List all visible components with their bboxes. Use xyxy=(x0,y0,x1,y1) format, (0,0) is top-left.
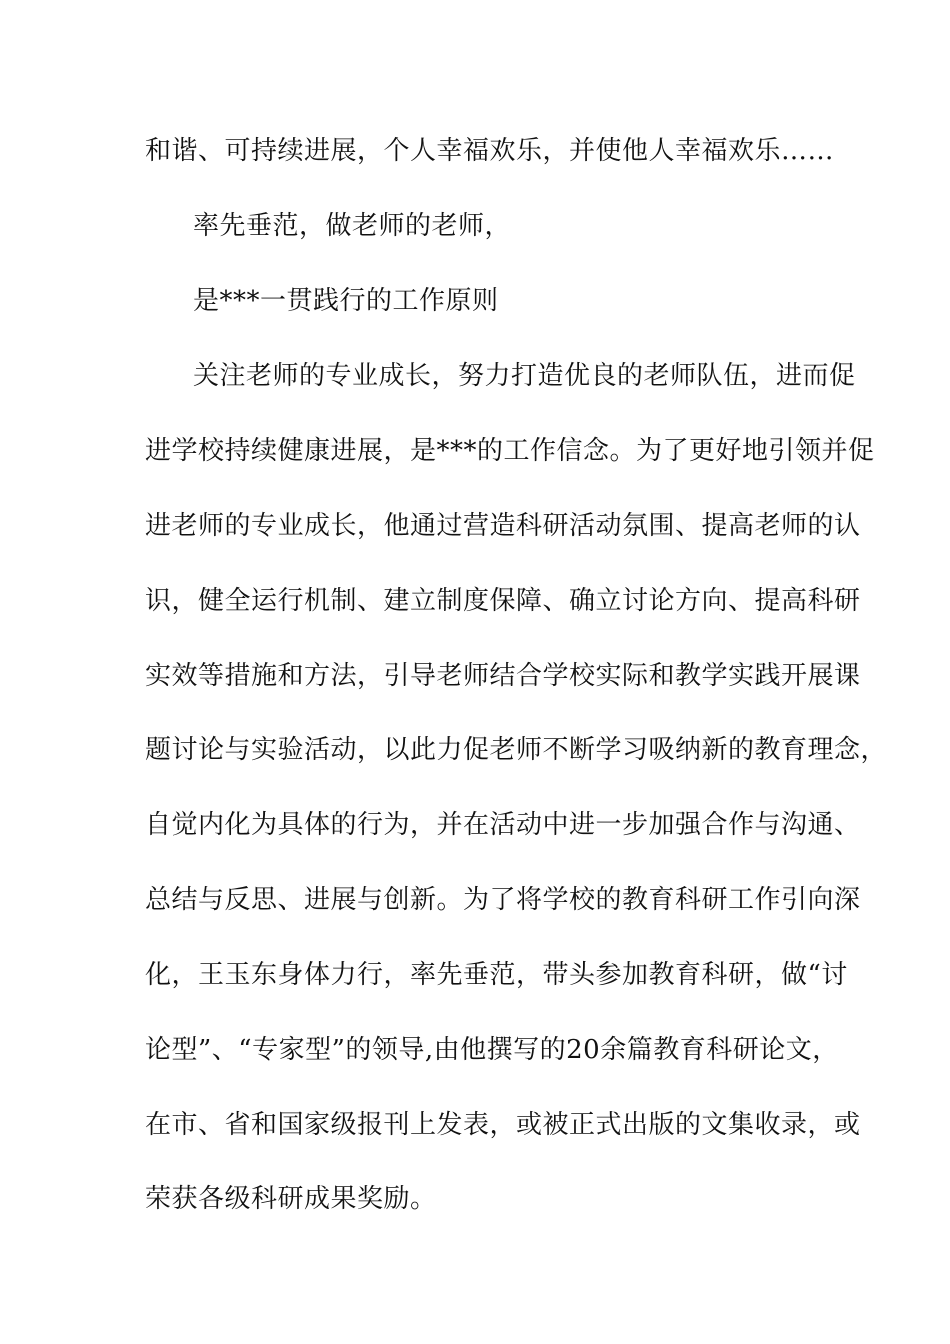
paragraph-line: 进学校持续健康进展，是***的工作信念。为了更好地引领并促 xyxy=(145,436,875,466)
paragraph-line: 题讨论与实验活动，以此力促老师不断学习吸纳新的教育理念， xyxy=(145,735,888,765)
heading-line: 是***一贯践行的工作原则 xyxy=(193,286,499,316)
paragraph-line: 和谐、可持续进展，个人幸福欢乐，并使他人幸福欢乐…… xyxy=(145,136,835,166)
paragraph-line: 自觉内化为具体的行为，并在活动中进一步加强合作与沟通、 xyxy=(145,810,861,840)
paragraph-line: 在市、省和国家级报刊上发表，或被正式出版的文集收录，或 xyxy=(145,1110,861,1140)
paragraph-line: 关注老师的专业成长，努力打造优良的老师队伍，进而促 xyxy=(193,361,856,391)
paragraph-line: 化，王玉东身体力行，率先垂范，带头参加教育科研，做“讨 xyxy=(145,960,848,990)
paragraph-line: 实效等措施和方法，引导老师结合学校实际和教学实践开展课 xyxy=(145,661,861,691)
paragraph-line: 进老师的专业成长，他通过营造科研活动氛围、提高老师的认 xyxy=(145,511,861,541)
paragraph-line: 荣获各级科研成果奖励。 xyxy=(145,1184,437,1214)
heading-line: 率先垂范，做老师的老师， xyxy=(193,211,512,241)
paragraph-line: 总结与反思、进展与创新。为了将学校的教育科研工作引向深 xyxy=(145,885,861,915)
paragraph-line: 论型”、“专家型”的领导,由他撰写的20余篇教育科研论文， xyxy=(145,1035,839,1065)
paragraph-line: 识，健全运行机制、建立制度保障、确立讨论方向、提高科研 xyxy=(145,586,861,616)
